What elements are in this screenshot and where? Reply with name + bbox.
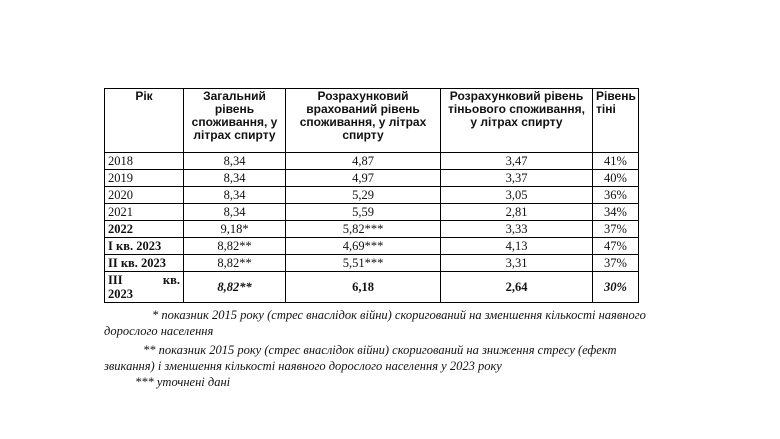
cell-total: 8,34	[184, 204, 286, 221]
table-row	[105, 204, 639, 221]
footnote-1-line-1: * показник 2015 року (стрес внаслідок війни) скоригований на зменшення кількості наявного	[152, 308, 646, 322]
cell-share: 37%	[593, 221, 639, 238]
footnote-2-line-1: ** показник 2015 року (стрес внаслідок війни) скоригований на зниження стресу (ефект	[143, 343, 617, 357]
cell-share: 36%	[593, 187, 639, 204]
cell-total: 9,18*	[184, 221, 286, 238]
footnote-1	[104, 307, 699, 339]
cell-accounted: 4,87	[286, 153, 441, 170]
cell-share: 47%	[593, 238, 639, 255]
header-shadow: Розрахунковий рівень тіньового споживання, у літрах спирту	[441, 89, 593, 153]
cell-year	[105, 272, 184, 303]
footnote-1-line-2: дорослого населення	[104, 324, 214, 338]
cell-shadow: 4,13	[441, 238, 593, 255]
footnotes	[104, 307, 699, 390]
header-year: Рік	[105, 89, 184, 153]
cell-shadow: 3,33	[441, 221, 593, 238]
table-row	[105, 255, 639, 272]
cell-accounted: 4,69***	[286, 238, 441, 255]
cell-accounted: 5,59	[286, 204, 441, 221]
header-accounted: Розрахунковий врахований рівень споживання, у літрах спирту	[286, 89, 441, 153]
cell-year: І кв. 2023	[105, 238, 184, 255]
cell-share: 37%	[593, 255, 639, 272]
year-label-top	[108, 273, 180, 287]
header-share: Рівень тіні	[593, 89, 639, 153]
cell-accounted: 4,97	[286, 170, 441, 187]
cell-share: 34%	[593, 204, 639, 221]
cell-accounted: 5,29	[286, 187, 441, 204]
cell-year: 2019	[105, 170, 184, 187]
cell-shadow: 3,47	[441, 153, 593, 170]
table-row	[105, 221, 639, 238]
cell-share: 41%	[593, 153, 639, 170]
table-row	[105, 153, 639, 170]
table-row	[105, 170, 639, 187]
year-label-part: ІІІ	[108, 272, 123, 287]
cell-shadow: 2,64	[441, 272, 593, 303]
footnote-2-line-2: звикання) і зменшення кількості наявного дорослого населення у 2023 року	[104, 359, 502, 373]
cell-share: 40%	[593, 170, 639, 187]
cell-shadow: 3,05	[441, 187, 593, 204]
alcohol-consumption-table	[104, 88, 639, 303]
table-row	[105, 187, 639, 204]
cell-year: 2018	[105, 153, 184, 170]
cell-total: 8,34	[184, 187, 286, 204]
footnote-3	[135, 374, 699, 390]
footnote-3-line: *** уточнені дані	[135, 375, 231, 389]
header-total: Загальний рівень споживання, у літрах спирту	[184, 89, 286, 153]
table-header-row	[105, 89, 639, 153]
table-row-summary	[105, 272, 639, 303]
table-row	[105, 238, 639, 255]
cell-accounted: 6,18	[286, 272, 441, 303]
cell-year: ІІ кв. 2023	[105, 255, 184, 272]
cell-accounted: 5,82***	[286, 221, 441, 238]
cell-total: 8,34	[184, 153, 286, 170]
cell-total: 8,34	[184, 170, 286, 187]
cell-total: 8,82**	[184, 272, 286, 303]
cell-year: 2021	[105, 204, 184, 221]
cell-year: 2022	[105, 221, 184, 238]
cell-total: 8,82**	[184, 238, 286, 255]
cell-shadow: 2,81	[441, 204, 593, 221]
cell-year: 2020	[105, 187, 184, 204]
cell-shadow: 3,31	[441, 255, 593, 272]
consumption-table-container	[104, 88, 638, 303]
year-label-part: 2023	[108, 286, 133, 301]
cell-share: 30%	[593, 272, 639, 303]
cell-shadow: 3,37	[441, 170, 593, 187]
year-label-part: кв.	[162, 272, 180, 287]
cell-total: 8,82**	[184, 255, 286, 272]
cell-accounted: 5,51***	[286, 255, 441, 272]
footnote-2	[104, 342, 699, 374]
